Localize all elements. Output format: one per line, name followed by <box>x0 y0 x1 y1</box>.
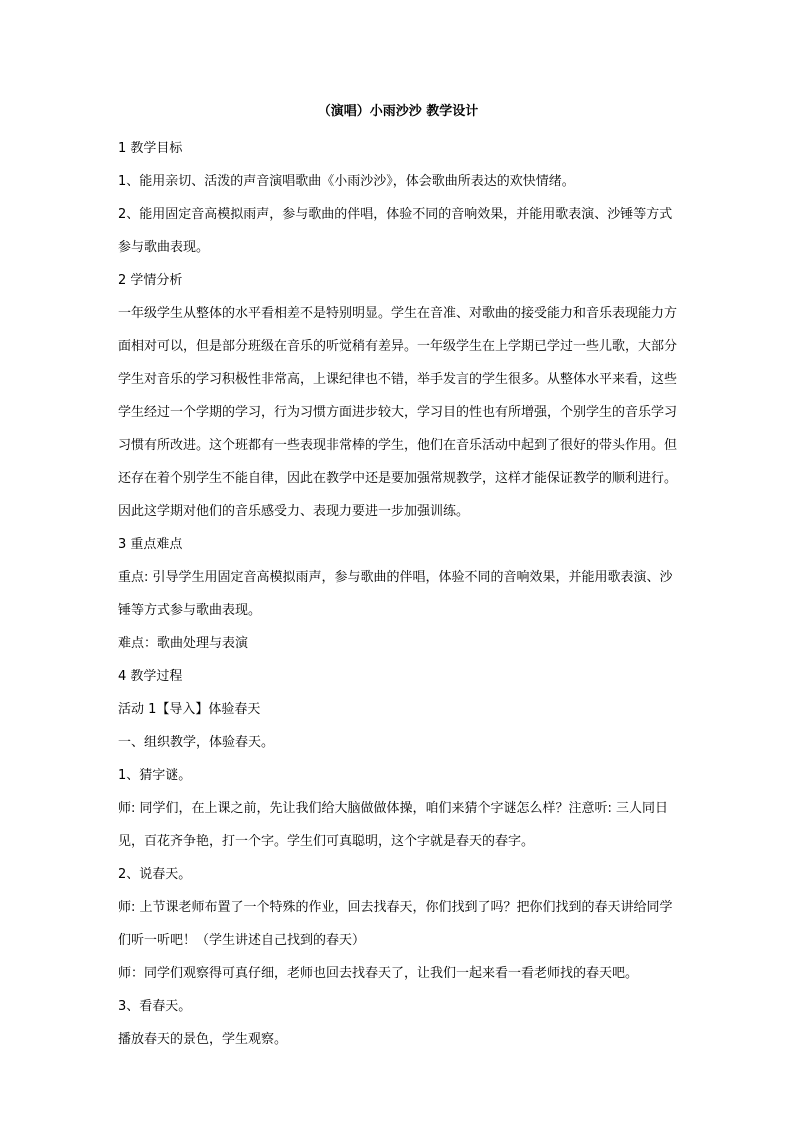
process-line-3: 师: 同学们，在上课之前，先让我们给大脑做做体操，咱们来猜个字谜怎么样？注意听: 三人同日见，百花齐争艳，打一个字。学生们可真聪明，这个字就是春天的春字。 <box>118 801 669 849</box>
section-heading-process: 4 教学过程 <box>118 669 183 684</box>
section-heading-analysis: 2 学情分析 <box>118 273 183 288</box>
key-point: 重点: 引导学生用固定音高模拟雨声，参与歌曲的伴唱，体验不同的音响效果，并能用歌表演、沙锤等方式参与歌曲表现。 <box>118 570 673 618</box>
section-heading-objectives: 1 教学目标 <box>118 141 183 156</box>
difficulty: 难点：歌曲处理与表演 <box>118 636 249 651</box>
process-line-1: 一、组织教学，体验春天。 <box>118 735 275 750</box>
process-line-5: 师: 上节课老师布置了一个特殊的作业，回去找春天，你们找到了吗？把你们找到的春天讲给同学们听一听吧！（学生讲述自己找到的春天） <box>118 900 673 948</box>
process-line-4: 2、说春天。 <box>118 867 192 882</box>
objective-1: 1、能用亲切、活泼的声音演唱歌曲《小雨沙沙》，体会歌曲所表达的欢快情绪。 <box>118 174 575 189</box>
document-page <box>118 100 678 1056</box>
objective-2: 2、能用固定音高模拟雨声，参与歌曲的伴唱，体验不同的音响效果，并能用歌表演、沙锤等方式参与歌曲表现。 <box>118 207 673 255</box>
process-line-6: 师：同学们观察得可真仔细，老师也回去找春天了，让我们一起来看一看老师找的春天吧。 <box>118 966 639 981</box>
document-title: （演唱）小雨沙沙 教学设计 <box>317 104 479 119</box>
section-heading-key-points: 3 重点难点 <box>118 537 183 552</box>
process-line-8: 播放春天的景色，学生观察。 <box>118 1032 288 1047</box>
process-line-7: 3、看春天。 <box>118 999 192 1014</box>
process-line-2: 1、猜字谜。 <box>118 768 192 783</box>
analysis-paragraph: 一年级学生从整体的水平看相差不是特别明显。学生在音准、对歌曲的接受能力和音乐表现能力方面相对可以，但是部分班级在音乐的听觉稍有差异。一年级学生在上学期已学过一些儿歌，大部分学生对音乐的学习积极性非常高，上课纪律也不错，举手发言的学生很多。从整体水平来看，这些学生经过一个学期的学习，行为习惯方面进步较大，学习目的性也有所增强，个别学生的音乐学习习惯有所改进。这个班都有一些表现非常棒的学生，他们在音乐活动中起到了很好的带头作用。但还存在着个别学生不能自律，因此在教学中还是要加强常规教学，这样才能保证教学的顺利进行。因此这学期对他们的音乐感受力、表现力要进一步加强训练。 <box>118 306 678 519</box>
activity-title: 活动 1【导入】体验春天 <box>118 702 261 717</box>
